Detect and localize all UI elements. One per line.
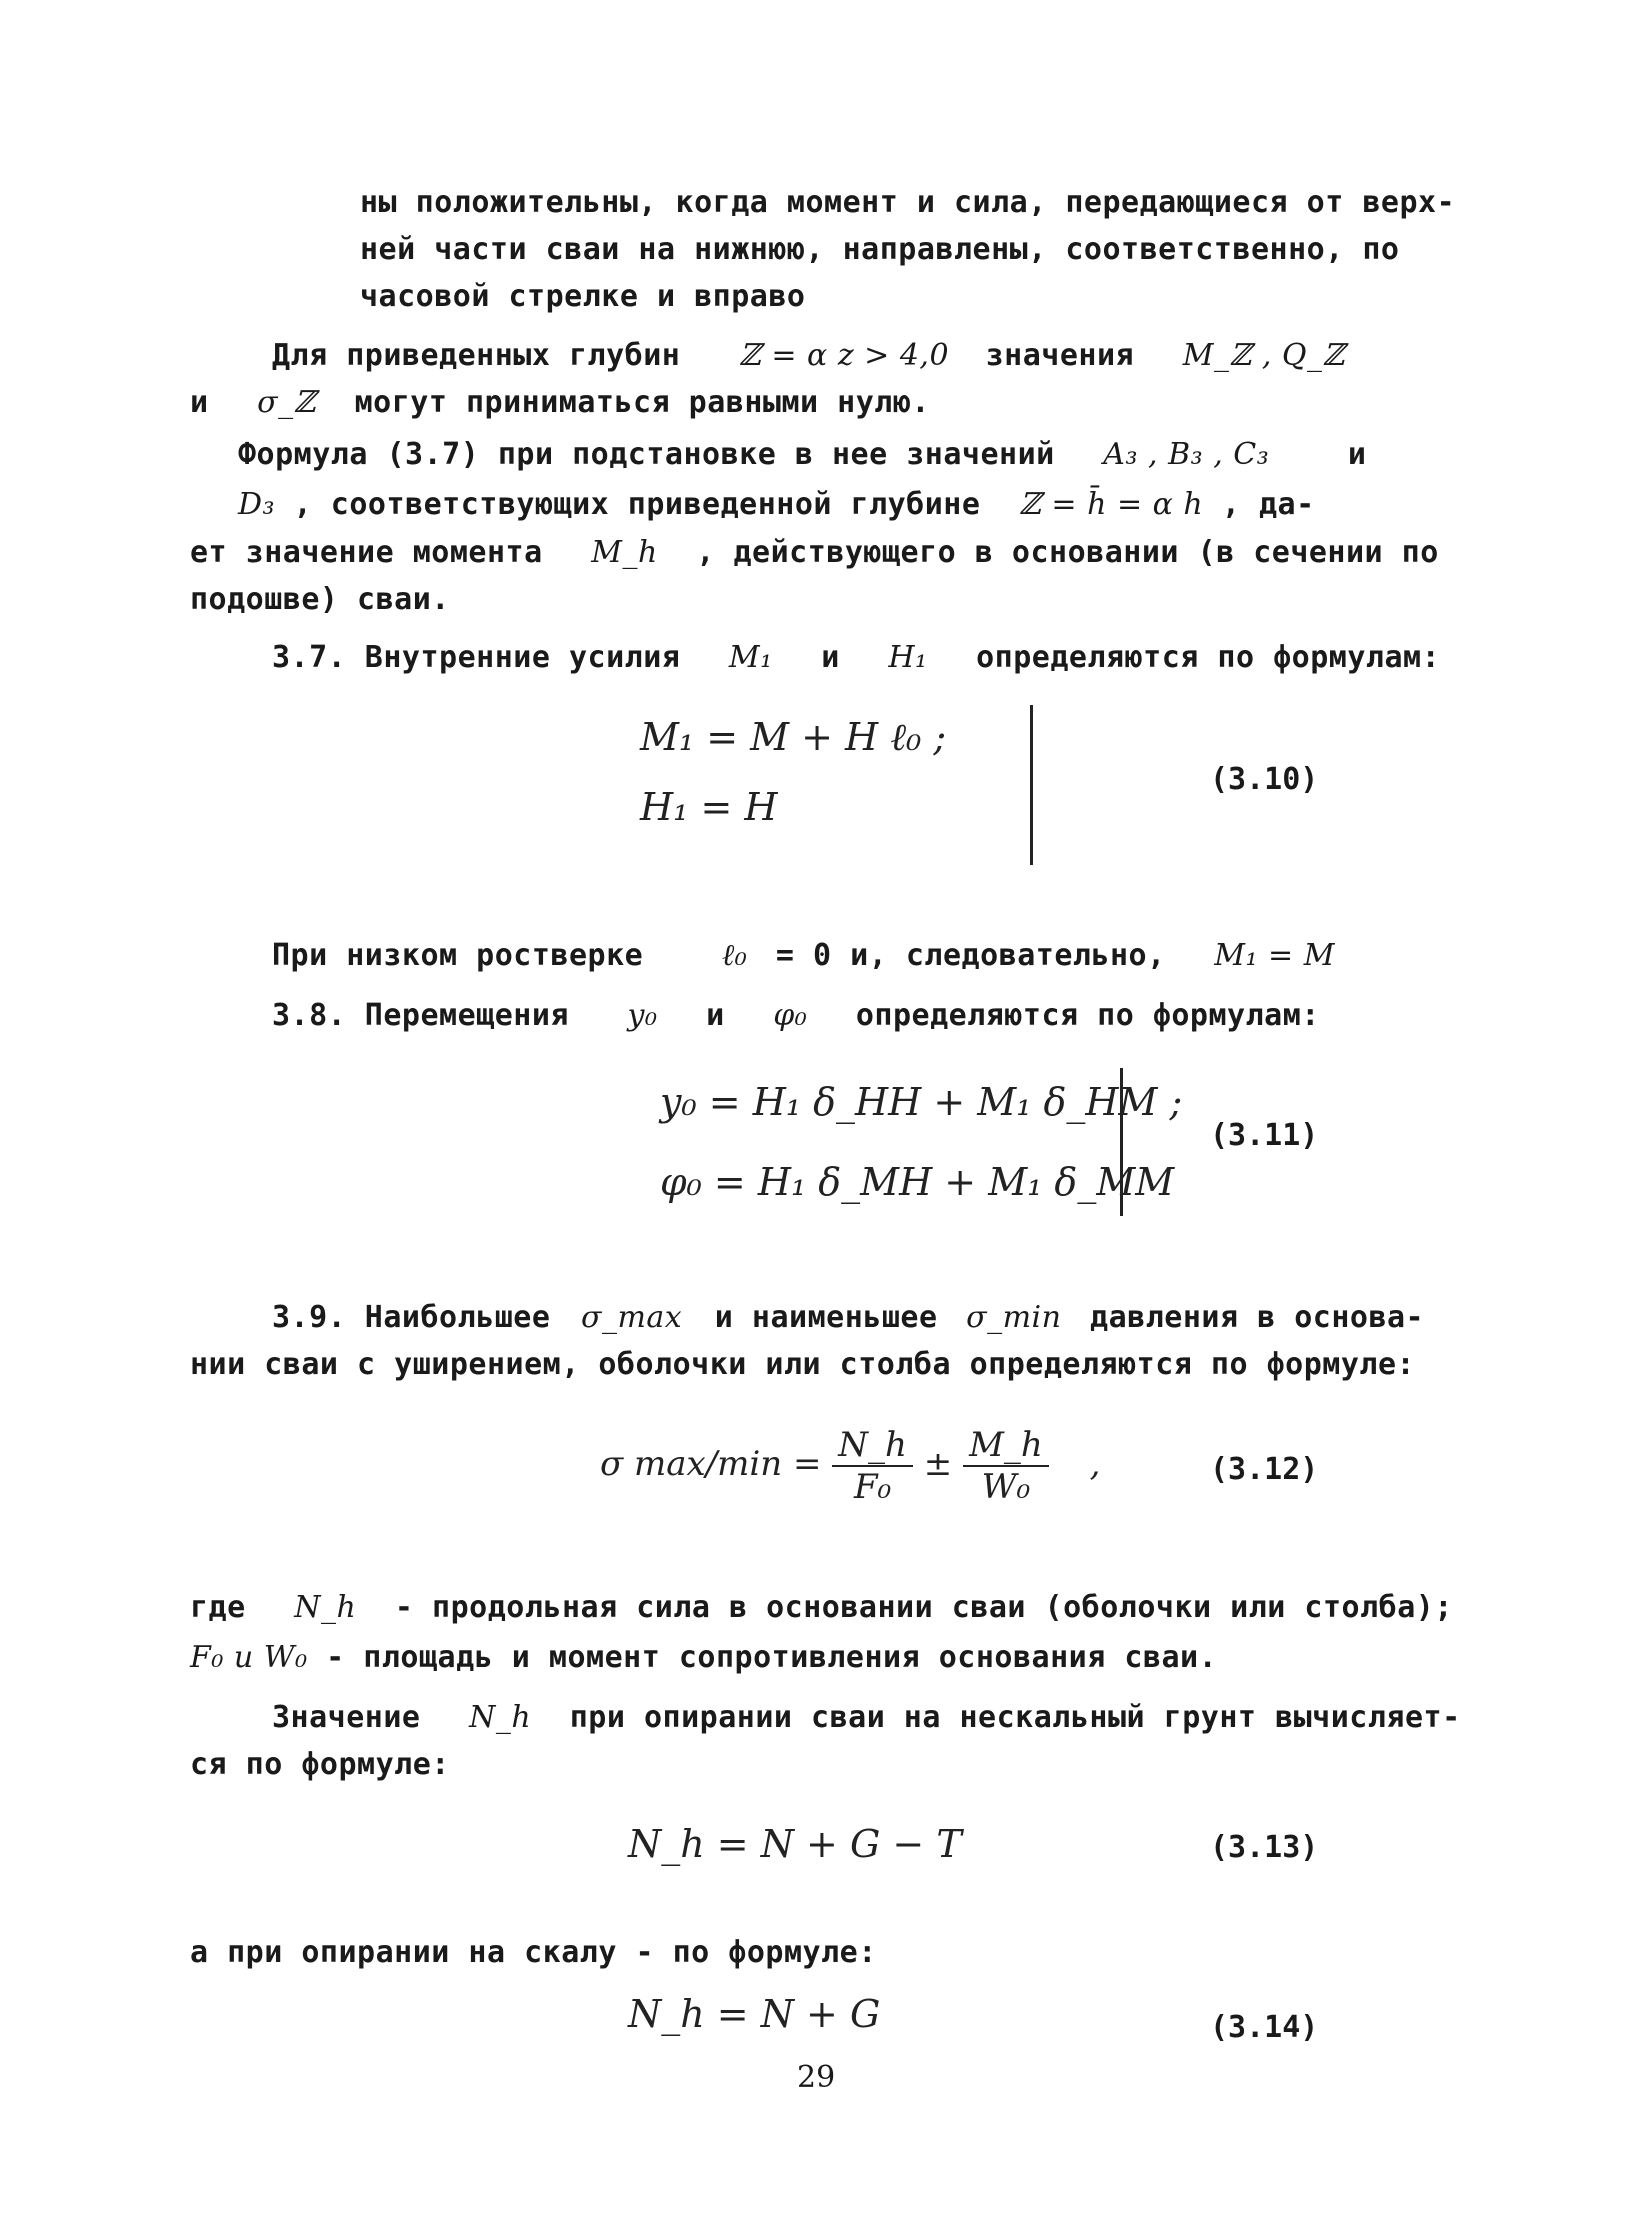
- para3-line2: [238, 487, 1315, 522]
- s37-text-e: определяются по формулам:: [976, 640, 1441, 675]
- eq-3-10-number: (3.10): [1210, 762, 1319, 797]
- value-line1: [272, 1700, 1461, 1735]
- math-m1-eq-m: M₁ = M: [1214, 938, 1335, 973]
- where-text-c: - продольная сила в основании сваи (оболочки или столба);: [394, 1590, 1453, 1625]
- para3-line3: [190, 535, 1439, 570]
- where-text-e: - площадь и момент сопротивления основания сваи.: [326, 1640, 1218, 1675]
- math-abc: A₃ , B₃ , C₃: [1103, 437, 1270, 472]
- where-text-a: где: [190, 1590, 246, 1625]
- s39-text-a: 3.9. Наибольшее: [272, 1300, 551, 1335]
- math-mh: M_h: [591, 535, 658, 570]
- eq-3-12: σ max/min = $\frac{N\_h}{\text{F₀}}$ ± $\frac{M\_h}{\text{W₀}}$ ,: [600, 1425, 1101, 1507]
- section-3-7-heading: [272, 640, 1440, 675]
- math-mz-qz: M_ℤ , Q_ℤ: [1182, 338, 1345, 373]
- para3-text-e: , соответствующих приведенной глубине: [293, 487, 981, 522]
- val-text-a: Значение: [272, 1700, 421, 1735]
- s38-text-a: 3.8. Перемещения: [272, 998, 569, 1033]
- para2-text-g: могут приниматься равными нулю.: [354, 385, 930, 420]
- math-sigma-z: σ_ℤ: [257, 385, 317, 420]
- eq-3-14: N_h = N + G: [628, 1992, 881, 2036]
- eq-3-13: N_h = N + G − T: [628, 1822, 962, 1866]
- para2-line1: [272, 338, 1345, 373]
- fraction-mh-w0: [963, 1425, 1049, 1507]
- para3-text-h: ет значение момента: [190, 535, 543, 570]
- s37-text-c: и: [821, 640, 840, 675]
- math-phi0: φ₀: [773, 998, 808, 1033]
- para2-text-a: Для приведенных глубин: [272, 338, 681, 373]
- para3-line1: [238, 437, 1366, 472]
- section-3-8-heading: [272, 998, 1320, 1033]
- brace-3-11: [1120, 1068, 1123, 1216]
- s37-text-a: 3.7. Внутренние усилия: [272, 640, 681, 675]
- para1-line2: ней части сваи на нижнюю, направлены, соответственно, по: [360, 232, 1400, 267]
- para1-line3: часовой стрелке и вправо: [360, 279, 806, 314]
- eq-3-10-line2: H₁ = H: [640, 785, 778, 829]
- para3-line4: подошве) сваи.: [190, 582, 450, 617]
- para2-line2: [190, 385, 930, 420]
- para2-text-e: и: [190, 385, 209, 420]
- rock-line: а при опирании на скалу - по формуле:: [190, 1935, 877, 1970]
- para3-text-c: и: [1347, 437, 1367, 472]
- math-h1: H₁: [888, 640, 928, 675]
- plus-minus: ±: [923, 1444, 953, 1484]
- math-d3: D₃: [238, 487, 276, 522]
- low-text-a: При низком ростверке: [272, 938, 644, 973]
- fraction-nh-f0: [832, 1425, 913, 1507]
- low-grillage-line: [272, 938, 1335, 973]
- brace-3-10: [1030, 705, 1033, 865]
- para1-line1: ны положительны, когда момент и сила, передающиеся от верх-: [360, 185, 1456, 220]
- page-number: 29: [797, 2060, 836, 2095]
- where-line2: [190, 1640, 1217, 1675]
- value-line2: ся по формуле:: [190, 1747, 450, 1782]
- math-sigma-min: σ_min: [966, 1300, 1062, 1335]
- fraction-num-mh: M_h: [963, 1425, 1049, 1467]
- math-l0: ℓ₀: [721, 938, 748, 973]
- eq-3-12-comma: ,: [1089, 1444, 1101, 1484]
- eq-3-11-line2: φ₀ = H₁ δ_MH + M₁ δ_MM: [660, 1160, 1175, 1204]
- para2-text-c: значения: [985, 338, 1135, 373]
- eq-3-13-number: (3.13): [1210, 1830, 1319, 1865]
- eq-3-14-number: (3.14): [1210, 2010, 1319, 2045]
- para3-text-j: , действующего в основании (в сечении по: [696, 535, 1439, 570]
- fraction-den-f0: F₀: [853, 1467, 892, 1507]
- eq-3-12-number: (3.12): [1210, 1452, 1319, 1487]
- section-3-9-line1: [272, 1300, 1424, 1335]
- fraction-num-nh: N_h: [832, 1425, 913, 1467]
- math-z-condition: ℤ = α z > 4,0: [738, 338, 950, 373]
- para3-text-g: , да-: [1221, 487, 1315, 522]
- section-3-9-line2: нии сваи с уширением, оболочки или столба определяются по формуле:: [190, 1347, 1416, 1382]
- math-sigma-max: σ_max: [581, 1300, 683, 1335]
- s39-text-c: и наименьшее: [714, 1300, 938, 1335]
- s39-text-e: давления в основа-: [1090, 1300, 1425, 1335]
- val-text-c: при опирании сваи на нескальный грунт вычисляет-: [569, 1700, 1461, 1735]
- math-z-h: ℤ = h̄ = α h: [1019, 487, 1204, 522]
- math-nh: N_h: [294, 1590, 357, 1625]
- para3-text-a: Формула (3.7) при подстановке в нее значений: [238, 437, 1055, 472]
- eq-3-11-line1: y₀ = H₁ δ_HH + M₁ δ_HM ;: [660, 1080, 1183, 1124]
- fraction-den-w0: W₀: [981, 1467, 1031, 1507]
- s38-text-c: и: [706, 998, 725, 1033]
- math-m1: M₁: [728, 640, 773, 675]
- where-line1: [190, 1590, 1453, 1625]
- eq-3-11-number: (3.11): [1210, 1118, 1319, 1153]
- math-nh-2: N_h: [469, 1700, 532, 1735]
- low-text-c: = 0 и, следовательно,: [775, 938, 1166, 973]
- math-y0: y₀: [627, 998, 658, 1033]
- eq-3-12-lhs: σ max/min: [600, 1444, 783, 1484]
- eq-3-10-line1: M₁ = M + H ℓ₀ ;: [640, 715, 947, 759]
- math-f0-w0: F₀ и W₀: [190, 1640, 308, 1675]
- s38-text-e: определяются по формулам:: [855, 998, 1320, 1033]
